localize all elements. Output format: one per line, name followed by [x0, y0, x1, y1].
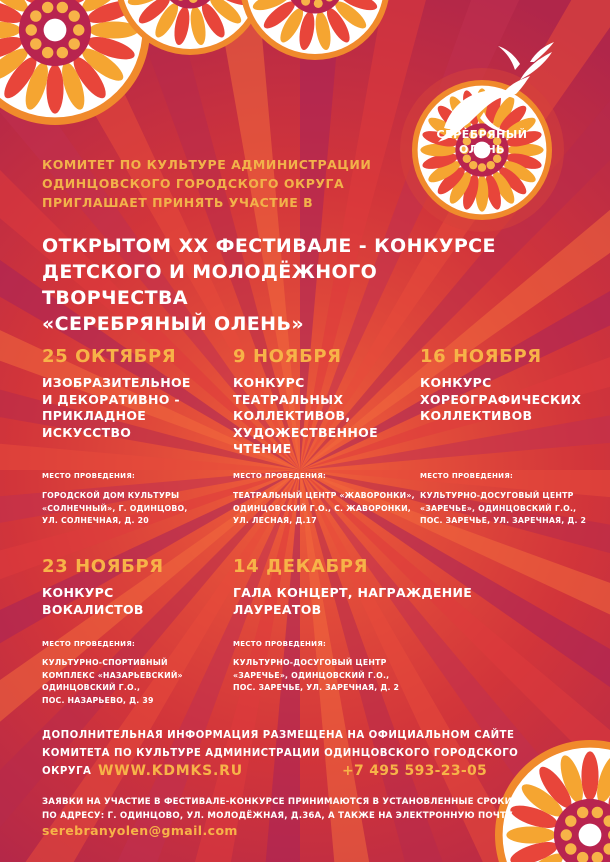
venue-line: ПОС. ЗАРЕЧЬЕ, УЛ. ЗАРЕЧНАЯ, Д. 2	[420, 516, 587, 525]
intro-line-1: КОМИТЕТ ПО КУЛЬТУРЕ АДМИНИСТРАЦИИ	[42, 157, 372, 172]
venue-line: «СОЛНЕЧНЫЙ», Г. ОДИНЦОВО,	[42, 503, 188, 513]
event-card	[42, 346, 222, 441]
venue-label: МЕСТО ПРОВЕДЕНИЯ:	[233, 472, 327, 480]
phone-number[interactable]: +7 495 593-23-05	[342, 763, 488, 779]
venue-address	[233, 657, 418, 695]
event-name-line: ХУДОЖЕСТВЕННОЕ	[233, 424, 378, 440]
venue-label: МЕСТО ПРОВЕДЕНИЯ:	[420, 472, 514, 480]
event-name-line: КОЛЛЕКТИВОВ,	[233, 408, 351, 423]
venue-line: ПОС. ЗАРЕЧЬЕ, УЛ. ЗАРЕЧНАЯ, Д. 2	[233, 683, 400, 692]
venue-line: ОДИНЦОВСКИЙ Г.О., С. ЖАВОРОНКИ,	[233, 503, 411, 513]
event-date: 14 ДЕКАБРЯ	[233, 556, 369, 577]
event-name-line: КОНКУРС	[233, 375, 305, 390]
title-line-1: ОТКРЫТОМ XX ФЕСТИВАЛЕ - КОНКУРСЕ	[42, 235, 496, 257]
event-name	[233, 375, 413, 458]
event-card	[420, 346, 590, 425]
venue-line: УЛ. СОЛНЕЧНАЯ, Д. 20	[42, 516, 149, 525]
event-name-line: КОНКУРС	[42, 585, 114, 600]
additional-info	[42, 727, 562, 763]
event-name-line: ВОКАЛИСТОВ	[42, 601, 144, 617]
intro-line-2: ОДИНЦОВСКОГО ГОРОДСКОГО ОКРУГА	[42, 176, 345, 191]
email-link[interactable]: serebranyolen@gmail.com	[42, 823, 238, 838]
venue-line: ГОРОДСКОЙ ДОМ КУЛЬТУРЫ	[42, 491, 180, 500]
logo-title	[432, 127, 532, 157]
event-name-line: ЧТЕНИЕ	[233, 441, 292, 456]
intro-text	[42, 155, 402, 212]
event-venue	[233, 640, 418, 695]
event-name-line: ГАЛА КОНЦЕРТ, НАГРАЖДЕНИЕ	[233, 585, 473, 600]
event-date: 9 НОЯБРЯ	[233, 346, 342, 367]
event-venue	[420, 472, 600, 528]
event-venue	[42, 472, 222, 528]
event-name-line: ИЗОБРАЗИТЕЛЬНОЕ	[42, 375, 191, 390]
event-name-line: КОНКУРС	[420, 375, 492, 390]
info-contacts	[42, 763, 562, 783]
event-date: 23 НОЯБРЯ	[42, 556, 164, 577]
event-venue	[233, 472, 418, 528]
venue-address	[42, 657, 222, 707]
venue-line: «ЗАРЕЧЬЕ», ОДИНЦОВСКИЙ Г.О.,	[233, 670, 390, 680]
event-card	[233, 556, 493, 618]
title-line-3: «СЕРЕБРЯНЫЙ ОЛЕНЬ»	[42, 313, 305, 335]
venue-line: КУЛЬТУРНО-ДОСУГОВЫЙ ЦЕНТР	[420, 491, 574, 500]
festival-title	[42, 233, 522, 337]
intro-line-3: ПРИГЛАШАЕТ ПРИНЯТЬ УЧАСТИЕ В	[42, 195, 314, 210]
logo-line-1: СЕРЕБРЯНЫЙ	[436, 128, 528, 141]
event-name	[233, 585, 493, 618]
event-name	[420, 375, 590, 425]
venue-line: КОМПЛЕКС «НАЗАРЬЕВСКИЙ»	[42, 670, 183, 680]
venue-line: ОДИНЦОВСКИЙ Г.О.,	[42, 683, 141, 692]
info-line-1: ДОПОЛНИТЕЛЬНАЯ ИНФОРМАЦИЯ РАЗМЕЩЕНА НА ОФИЦИАЛЬНОМ САЙТЕ	[42, 730, 515, 741]
venue-label: МЕСТО ПРОВЕДЕНИЯ:	[233, 640, 327, 648]
event-name-line: ЛАУРЕАТОВ	[233, 601, 322, 617]
website-link[interactable]: WWW.KDMKS.RU	[98, 763, 243, 779]
event-name	[42, 375, 222, 441]
apply-line-2: ПО АДРЕСУ: Г. ОДИНЦОВО, УЛ. МОЛОДЁЖНАЯ, Д.36А, А ТАКЖЕ НА ЭЛЕКТРОННУЮ ПОЧТУ	[42, 811, 513, 821]
event-name-line: ПРИКЛАДНОЕ	[42, 408, 147, 423]
event-card	[233, 346, 413, 458]
event-date: 25 ОКТЯБРЯ	[42, 346, 177, 367]
venue-line: КУЛЬТУРНО-СПОРТИВНЫЙ	[42, 658, 168, 667]
venue-address	[233, 490, 418, 528]
event-name-line: ТЕАТРАЛЬНЫХ	[233, 391, 344, 407]
title-line-2: ДЕТСКОГО И МОЛОДЁЖНОГО ТВОРЧЕСТВА	[42, 261, 378, 309]
event-name-line: ИСКУССТВО	[42, 424, 132, 440]
venue-address	[420, 490, 600, 528]
venue-line: ТЕАТРАЛЬНЫЙ ЦЕНТР «ЖАВОРОНКИ»,	[233, 491, 415, 500]
venue-line: ПОС. НАЗАРЬЕВО, Д. 39	[42, 695, 154, 705]
info-line-3: ОКРУГА	[42, 766, 92, 777]
venue-line: «ЗАРЕЧЬЕ», ОДИНЦОВСКИЙ Г.О.,	[420, 503, 577, 513]
venue-label: МЕСТО ПРОВЕДЕНИЯ:	[42, 640, 136, 648]
info-line-2: КОМИТЕТА ПО КУЛЬТУРЕ АДМИНИСТРАЦИИ ОДИНЦОВСКОГО ГОРОДСКОГО	[42, 748, 519, 759]
event-card	[42, 556, 222, 618]
venue-line: КУЛЬТУРНО-ДОСУГОВЫЙ ЦЕНТР	[233, 658, 387, 667]
event-date: 16 НОЯБРЯ	[420, 346, 542, 367]
event-name	[42, 585, 222, 618]
apply-line-1: ЗАЯВКИ НА УЧАСТИЕ В ФЕСТИВАЛЕ-КОНКУРСЕ ПРИНИМАЮТСЯ В УСТАНОВЛЕННЫЕ СРОКИ	[42, 797, 512, 807]
venue-line: УЛ. ЛЕСНАЯ, Д.17	[233, 516, 317, 525]
application-info	[42, 795, 562, 823]
event-name-line: И ДЕКОРАТИВНО -	[42, 391, 180, 407]
event-name-line: КОЛЛЕКТИВОВ	[420, 408, 533, 423]
event-name-line: ХОРЕОГРАФИЧЕСКИХ	[420, 391, 582, 407]
event-venue	[42, 640, 222, 707]
logo-line-2: ОЛЕНЬ	[458, 143, 506, 156]
venue-label: МЕСТО ПРОВЕДЕНИЯ:	[42, 472, 136, 480]
venue-address	[42, 490, 222, 528]
